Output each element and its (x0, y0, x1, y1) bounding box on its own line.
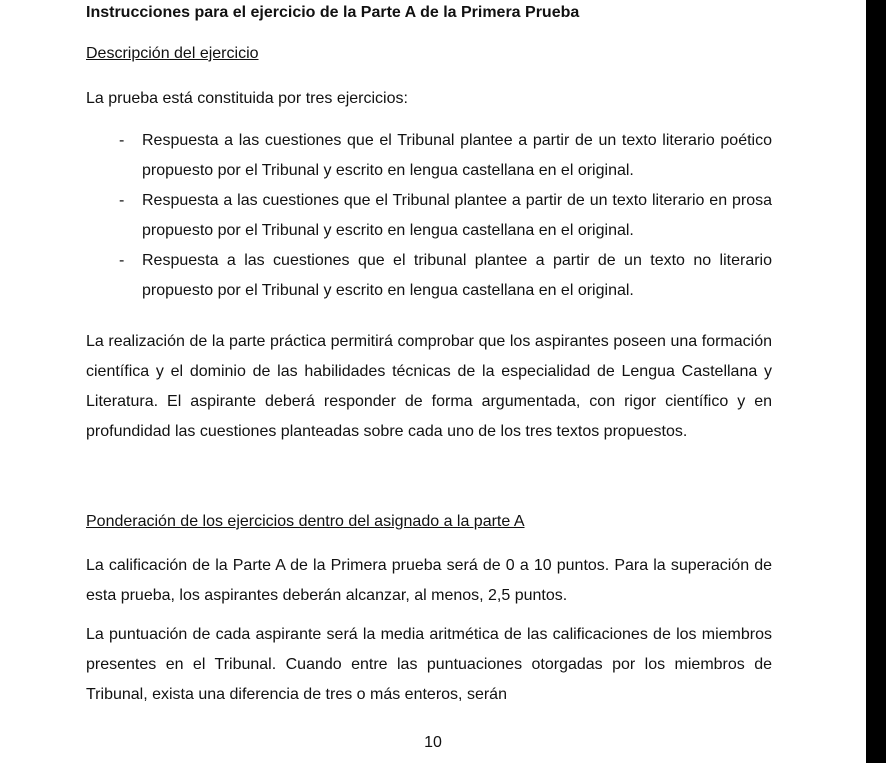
list-item-text: Respuesta a las cuestiones que el tribunal plantee a partir de un texto no literario propuesto por el Tribunal y escrito en lengua castellana en el original. (142, 252, 772, 299)
page-number: 10 (424, 734, 442, 751)
document-title: Instrucciones para el ejercicio de la Parte A de la Primera Prueba (86, 4, 580, 21)
section-heading-descripcion: Descripción del ejercicio (86, 45, 259, 62)
list-dash: - (119, 192, 125, 209)
section-heading-ponderacion: Ponderación de los ejercicios dentro del asignado a la parte A (86, 513, 525, 530)
list-item-text: Respuesta a las cuestiones que el Tribunal plantee a partir de un texto literario poético propuesto por el Tribunal y escrito en lengua castellana en el original. (142, 132, 772, 179)
list-dash: - (119, 252, 125, 269)
intro-paragraph: La prueba está constituida por tres ejercicios: (86, 90, 408, 107)
list-item-text: Respuesta a las cuestiones que el Tribunal plantee a partir de un texto literario en prosa propuesto por el Tribunal y escrito en lengua castellana en el original. (142, 192, 772, 239)
list-item (86, 246, 772, 306)
list-dash: - (119, 132, 125, 149)
paragraph-parte-practica: La realización de la parte práctica permitirá comprobar que los aspirantes poseen una formación científica y el dominio de las habilidades técnicas de la especialidad de Lengua Castellana y Literatura. El aspirante deberá responder de forma argumentada, con rigor científico y en profundidad las cuestiones planteadas sobre cada uno de los tres textos propuestos. (86, 333, 772, 440)
paragraph-puntuacion: La puntuación de cada aspirante será la media aritmética de las calificaciones de los miembros presentes en el Tribunal. Cuando entre las puntuaciones otorgadas por los miembros de Tribunal, exista una diferencia de tres o más enteros, serán (86, 626, 772, 703)
exercise-list (86, 126, 772, 306)
list-item (86, 126, 772, 186)
list-item (86, 186, 772, 246)
paragraph-calificacion: La calificación de la Parte A de la Primera prueba será de 0 a 10 puntos. Para la superación de esta prueba, los aspirantes deberán alcanzar, al menos, 2,5 puntos. (86, 557, 772, 604)
